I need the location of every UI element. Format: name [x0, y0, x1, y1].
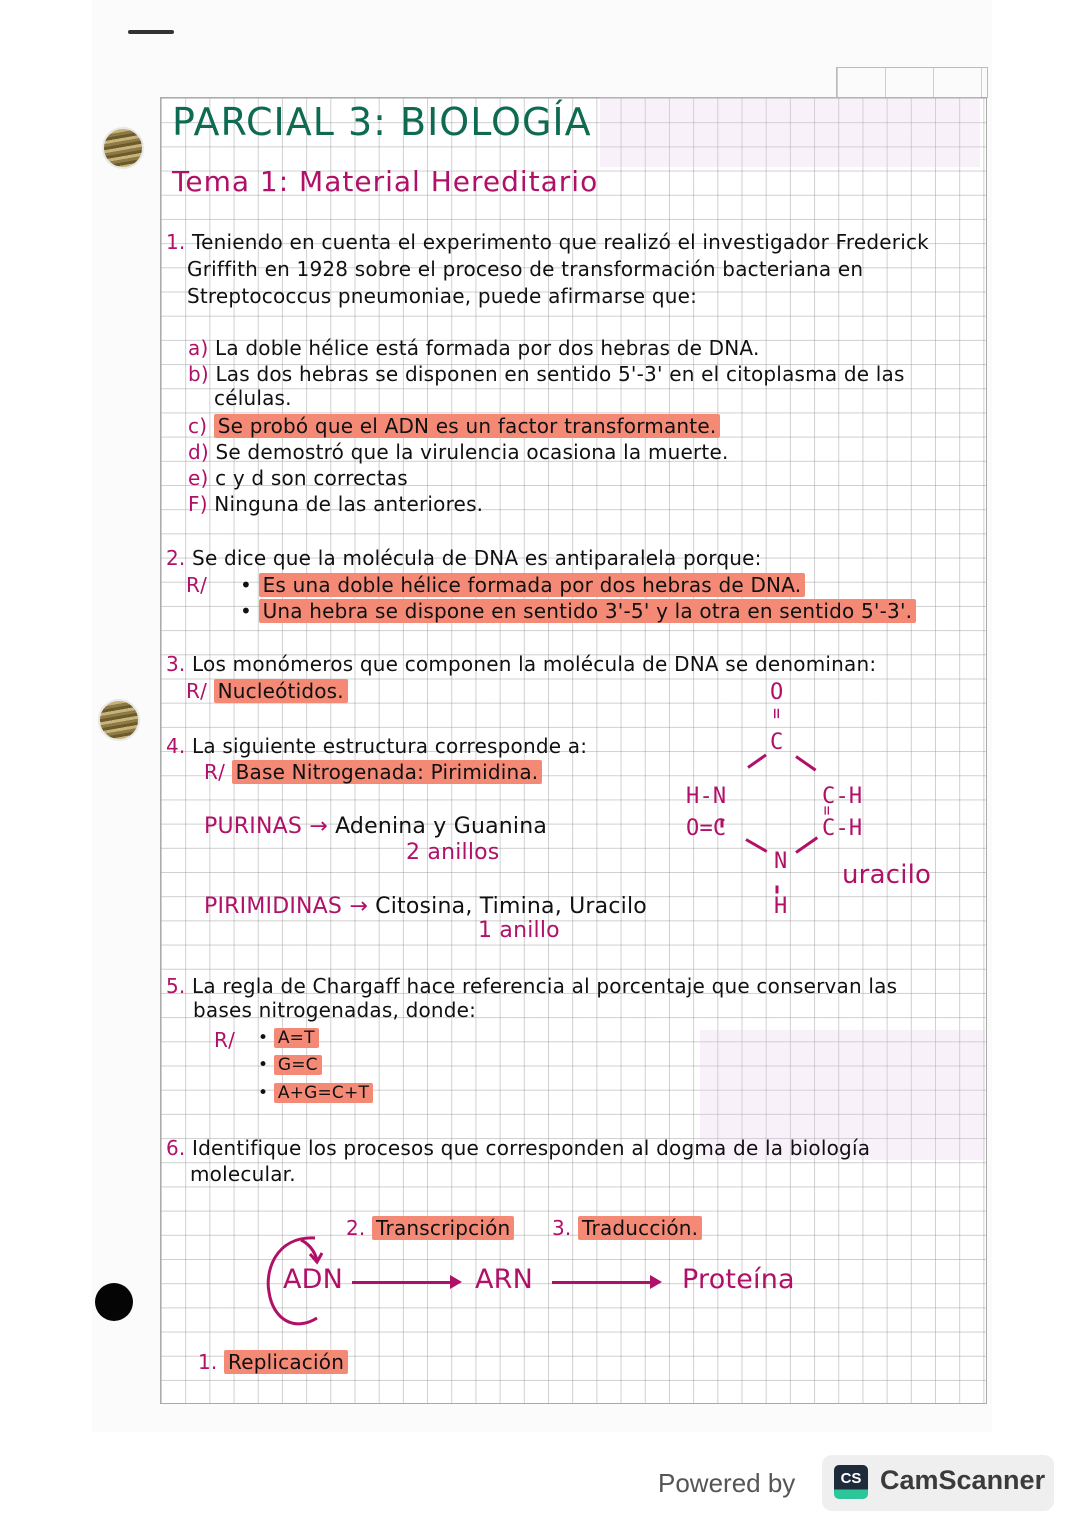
q1-line3: Streptococcus pneumoniae, puede afirmarse que: [187, 284, 698, 308]
q5-answer-2: • G=C [258, 1055, 322, 1075]
q5: 5. La regla de Chargaff hace referencia al porcentaje que conservan las [166, 974, 898, 998]
q5-answer-3: • A+G=C+T [258, 1083, 373, 1103]
structure-label: uracilo [842, 860, 932, 890]
answer-highlight: Se probó que el ADN es un factor transformante. [214, 414, 721, 438]
q1-option-c: c) Se probó que el ADN es un factor transformante. [188, 414, 720, 438]
q1-option-d: d) Se demostró que la virulencia ocasiona la muerte. [188, 440, 729, 464]
q6-line2: molecular. [190, 1162, 296, 1186]
q5-line2: bases nitrogenadas, donde: [193, 998, 477, 1022]
binder-hole-bottom [95, 1283, 133, 1321]
binder-hole-top [102, 127, 144, 169]
q4-answer: R/ Base Nitrogenada: Pirimidina. [204, 760, 542, 784]
arrow-right-icon [650, 1275, 662, 1289]
q2-answer-1: • Es una doble hélice formada por dos hebras de DNA. [240, 573, 805, 597]
page-subtitle: Tema 1: Material Hereditario [172, 165, 599, 198]
q6: 6. Identifique los procesos que corresponden al dogma de la biología [166, 1136, 871, 1160]
page-title: PARCIAL 3: BIOLOGÍA [172, 100, 592, 144]
q1-line1: Teniendo en cuenta el experimento que realizó el investigador Frederick [192, 230, 929, 254]
q1-number: 1. [166, 230, 186, 254]
q1-option-e: e) c y d son correctas [188, 466, 408, 490]
graph-paper-tab [836, 67, 988, 98]
q5-answer-prefix: R/ [214, 1028, 236, 1052]
camscanner-logo-icon: CS [834, 1465, 868, 1499]
proteina-node: Proteína [682, 1264, 795, 1295]
q1-line2: Griffith en 1928 sobre el proceso de transformación bacteriana en [187, 257, 864, 281]
q1-option-f: F) Ninguna de las anteriores. [188, 492, 484, 516]
q3: 3. Los monómeros que componen la molécula de DNA se denominan: [166, 652, 877, 676]
q4: 4. La siguiente estructura corresponde a: [166, 734, 588, 758]
q2: 2. Se dice que la molécula de DNA es antiparalela porque: [166, 546, 762, 570]
camscanner-brand: CamScanner [880, 1465, 1046, 1495]
q5-answer-1: • A=T [258, 1028, 319, 1048]
q1-option-a: a) La doble hélice está formada por dos hebras de DNA. [188, 336, 760, 360]
scan-mark [128, 30, 174, 34]
adn-node: ADN [283, 1264, 344, 1295]
camscanner-badge[interactable] [822, 1455, 1054, 1511]
binder-hole-middle [98, 699, 140, 741]
step-transcripcion: 2. Transcripción [346, 1216, 514, 1240]
step-traduccion: 3. Traducción. [552, 1216, 702, 1240]
pirimidinas-rings: 1 anillo [478, 918, 560, 943]
purinas-rings: 2 anillos [406, 840, 500, 865]
purinas-row: PURINAS → Adenina y Guanina [204, 814, 548, 839]
q2-answer-2: • Una hebra se dispone en sentido 3'-5' y la otra en sentido 5'-3'. [240, 599, 916, 623]
pirimidinas-row: PIRIMIDINAS → Citosina, Timina, Uracilo [204, 894, 647, 919]
powered-by-label: Powered by [658, 1468, 796, 1498]
step-replicacion: 1. Replicación [198, 1350, 348, 1374]
q2-answer-prefix: R/ [186, 573, 208, 597]
q1-option-b-cont: células. [214, 386, 292, 410]
q1 [166, 230, 929, 254]
q1-option-b: b) Las dos hebras se disponen en sentido 5'-3' en el citoplasma de las [188, 362, 905, 386]
bleed-through [600, 97, 980, 167]
arrow-right-icon [450, 1275, 462, 1289]
arn-node: ARN [475, 1264, 534, 1295]
q3-answer: R/ Nucleótidos. [186, 679, 348, 703]
